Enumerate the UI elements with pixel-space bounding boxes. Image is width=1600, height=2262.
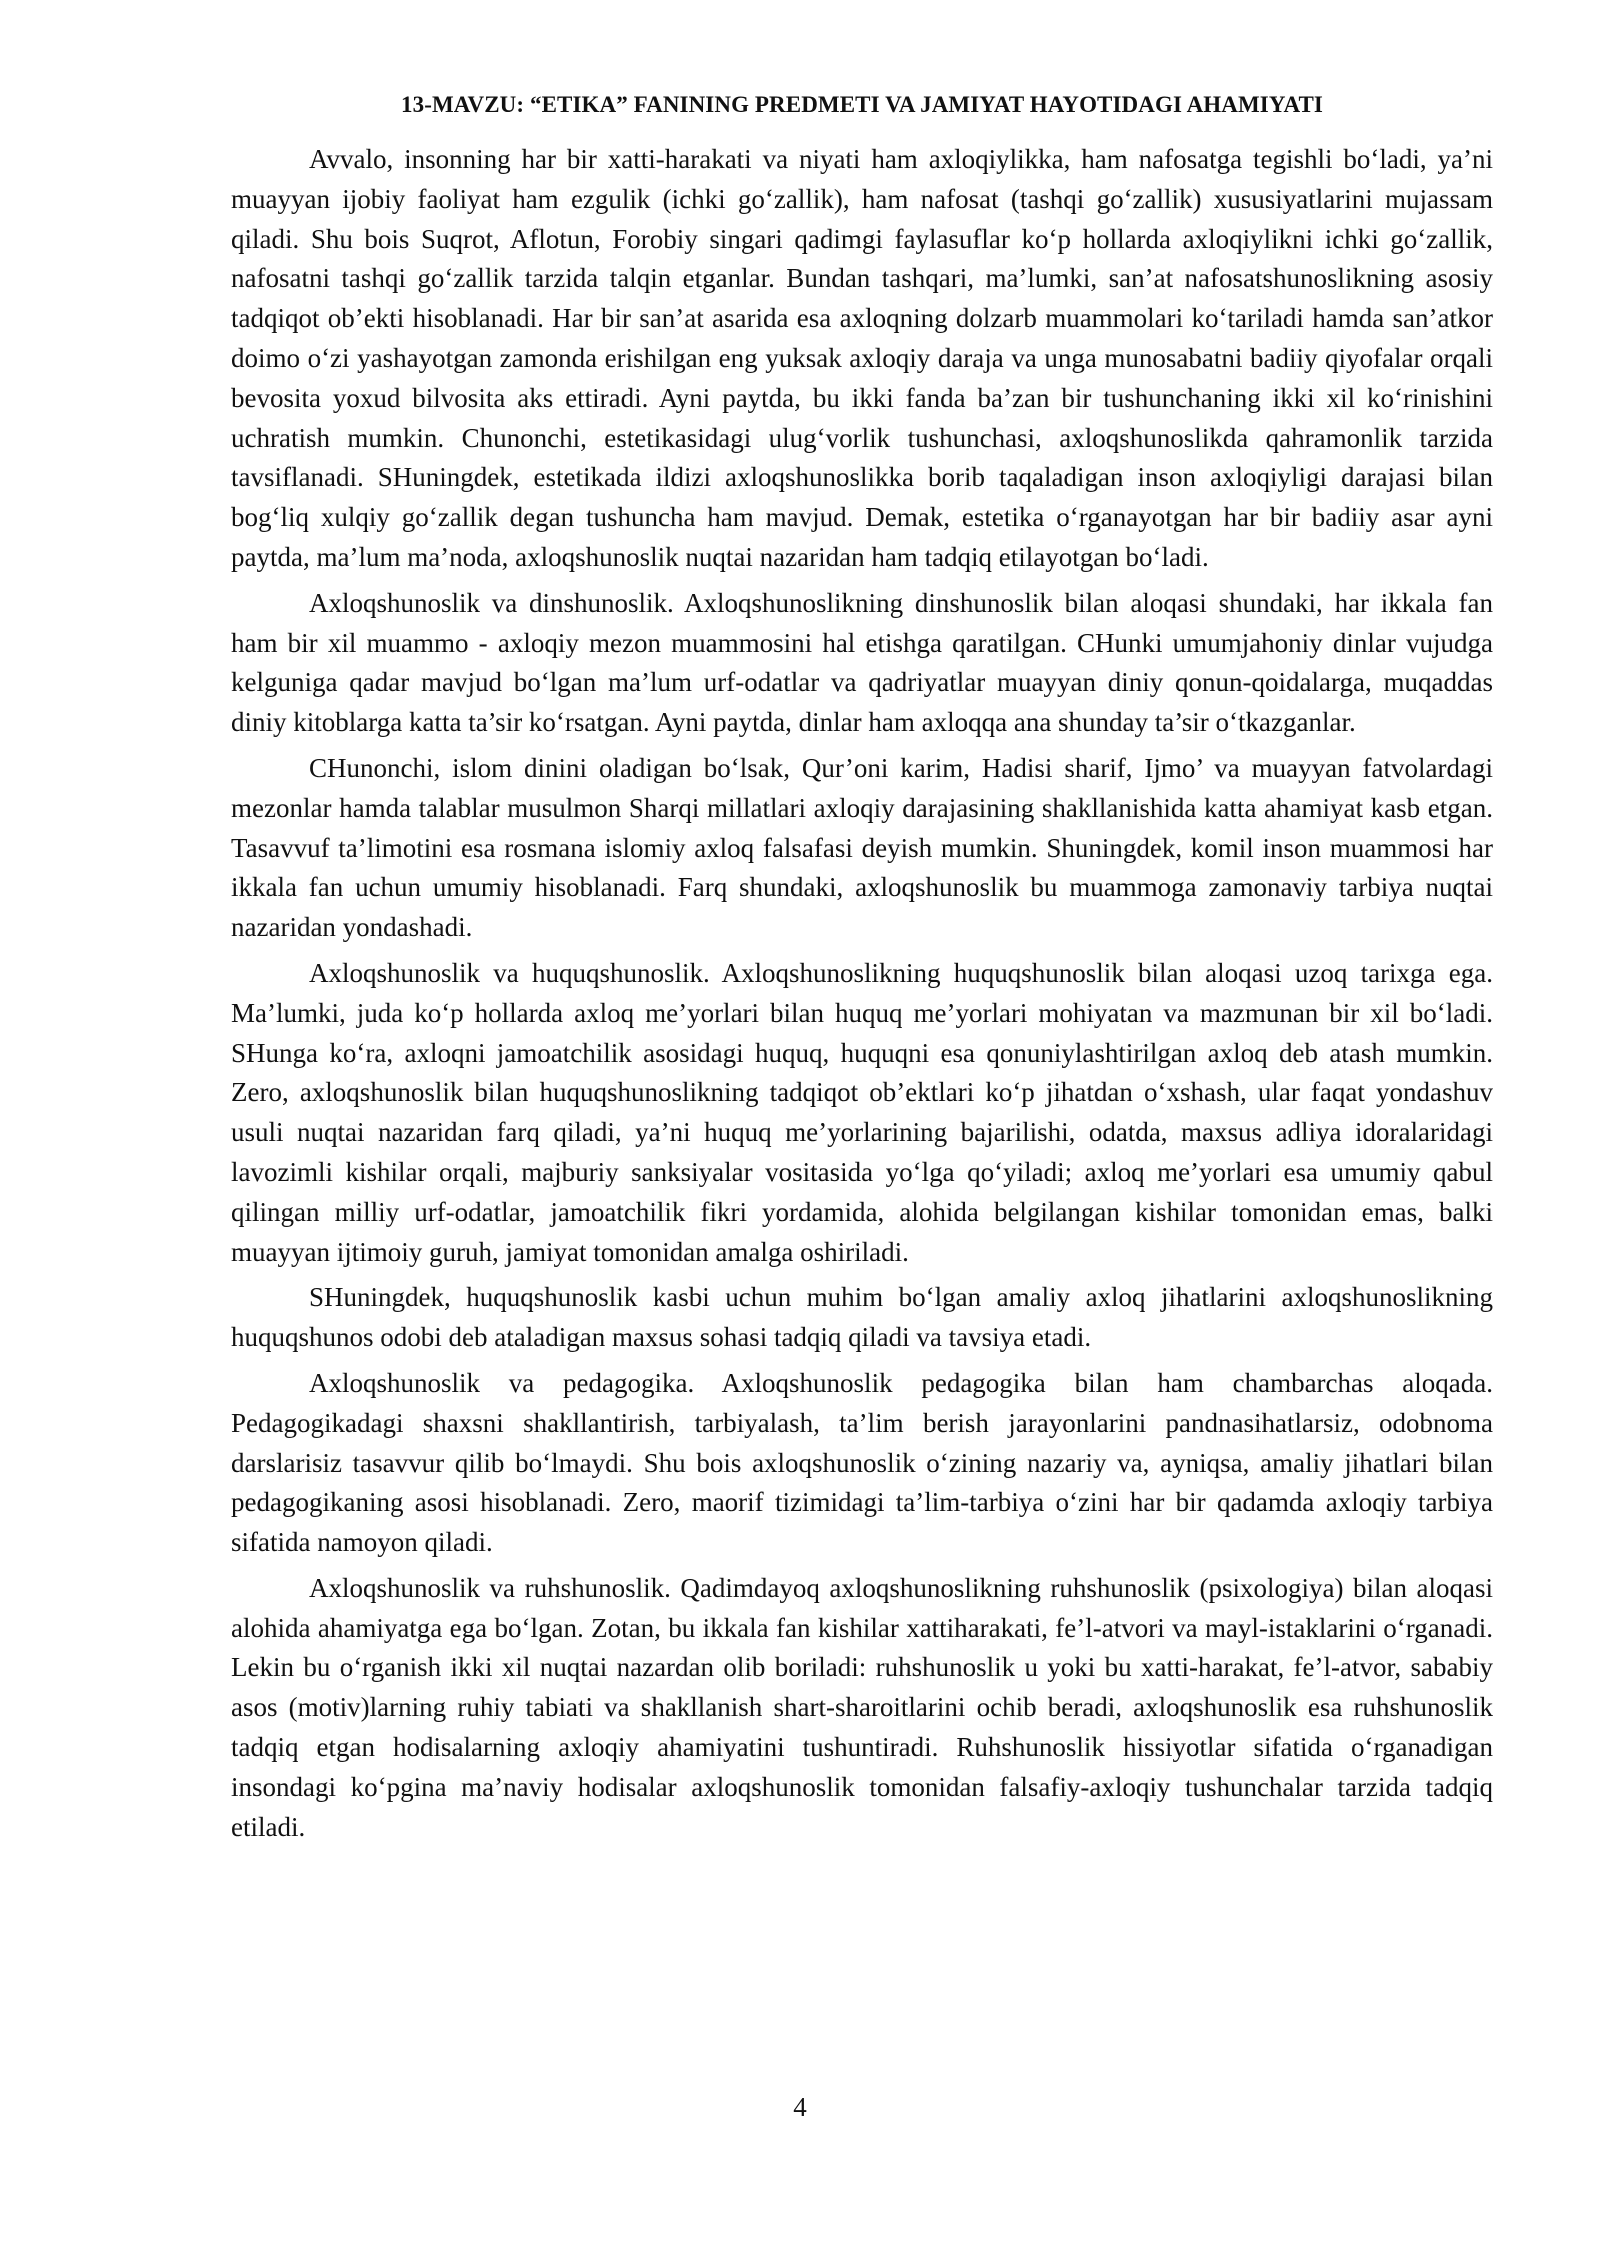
paragraph-religion-studies: Axloqshunoslik va dinshunoslik. Axloqshunoslikning dinshunoslik bilan aloqasi shundaki, har ikkala fan ham bir xil muammo - axloqiy mezon muammosini hal etishga qaratilgan. CHunki umumjahoniy dinlar vujudga kelguniga qadar mavjud bo‘lgan ma’lum urf-odatlar va qadriyatlar muayyan diniy qonun-qoidalarga, muqaddas diniy kitoblarga katta ta’sir ko‘rsatgan. Ayni paytda, dinlar ham axloqqa ana shunday ta’sir o‘tkazganlar. bbox=[231, 587, 1493, 738]
paragraph-psychology: Axloqshunoslik va ruhshunoslik. Qadimdayoq axloqshunoslikning ruhshunoslik (psixologiya) bilan aloqasi alohida ahamiyatga ega bo‘lgan. Zotan, bu ikkala fan kishilar xattiharakati, fe’l-atvori va mayl-istaklarini o‘rganadi. Lekin bu o‘rganish ikki xil nuqtai nazardan olib boriladi: ruhshunoslik u yoki bu xatti-harakat, fe’l-atvor, sababiy asos (motiv)larning ruhiy tabiati va shakllanish shart-sharoitlarini ochib beradi, axloqshunoslik esa ruhshunoslik tadqiq etgan hodisalarning axloqiy ahamiyatini tushuntiradi. Ruhshunoslik hissiyotlar sifatida o‘rganadigan insondagi ko‘pgina ma’naviy hodisalar axloqshunoslik tomonidan falsafiy-axloqiy tushunchalar tarzida tadqiq etiladi. bbox=[231, 1572, 1493, 1842]
paragraph-islam: CHunonchi, islom dinini oladigan bo‘lsak, Qur’oni karim, Hadisi sharif, Ijmo’ va muayyan fatvolardagi mezonlar hamda talablar musulmon Sharqi millatlari axloqiy darajasining shakllanishida katta ahamiyat kasb etgan. Tasavvuf ta’limotini esa rosmana islomiy axloq falsafasi deyish mumkin. Shuningdek, komil inson muammosi har ikkala fan uchun umumiy hisoblanadi. Farq shundaki, axloqshunoslik bu muammoga zamonaviy tarbiya nuqtai nazaridan yondashadi. bbox=[231, 752, 1493, 943]
page-number: 4 bbox=[793, 2092, 807, 2122]
paragraph-pedagogy: Axloqshunoslik va pedagogika. Axloqshunoslik pedagogika bilan ham chambarchas aloqada. Pedagogikadagi shaxsni shakllantirish, tarbiyalash, ta’lim berish jarayonlarini pandnasihatlarsiz, odobnoma darslarisiz tasavvur qilib bo‘lmaydi. Shu bois axloqshunoslik o‘zining nazariy va, ayniqsa, amaliy jihatlari bilan pedagogikaning asosi hisoblanadi. Zero, maorif tizimidagi ta’lim-tarbiya o‘zini har bir qadamda axloqiy tarbiya sifatida namoyon qiladi. bbox=[231, 1367, 1493, 1558]
paragraph-law: Axloqshunoslik va huquqshunoslik. Axloqshunoslikning huquqshunoslik bilan aloqasi uzoq tarixga ega. Ma’lumki, juda ko‘p hollarda axloq me’yorlari bilan huquq me’yorlari mohiyatan va mazmunan bir xil bo‘ladi. SHunga ko‘ra, axloqni jamoatchilik asosidagi huquq, huquqni esa qonuniylashtirilgan axloq deb atash mumkin. Zero, axloqshunoslik bilan huquqshunoslikning tadqiqot ob’ektlari ko‘p jihatdan o‘xshash, ular faqat yondashuv usuli nuqtai nazaridan farq qiladi, ya’ni huquq me’yorlarining bajarilishi, odatda, maxsus adliya idoralaridagi lavozimli kishilar orqali, majburiy sanksiyalar vositasida yo‘lga qo‘yiladi; axloq me’yorlari esa umumiy qabul qilingan milliy urf-odatlar, jamoatchilik fikri yordamida, alohida belgilangan kishilar tomonidan emas, balki muayyan ijtimoiy guruh, jamiyat tomonidan amalga oshiriladi. bbox=[231, 957, 1493, 1267]
document-page bbox=[231, 92, 1493, 1853]
paragraph-aesthetics: Avvalo, insonning har bir xatti-harakati va niyati ham axloqiylikka, ham nafosatga tegishli bo‘ladi, ya’ni muayyan ijobiy faoliyat ham ezgulik (ichki go‘zallik), ham nafosat (tashqi go‘zallik) xususiyatlarini mujassam qiladi. Shu bois Suqrot, Aflotun, Forobiy singari qadimgi faylasuflar ko‘p hollarda axloqiylikni ichki go‘zallik, nafosatni tashqi go‘zallik tarzida talqin etganlar. Bundan tashqari, ma’lumki, san’at nafosatshunoslikning asosiy tadqiqot ob’ekti hisoblanadi. Har bir san’at asarida esa axloqning dolzarb muammolari ko‘tariladi hamda san’atkor doimo o‘zi yashayotgan zamonda erishilgan eng yuksak axloqiy daraja va unga munosabatni badiiy qiyofalar orqali bevosita yoxud bilvosita aks ettiradi. Ayni paytda, bu ikki fanda ba’zan bir tushunchaning ikki xil ko‘rinishini uchratish mumkin. Chunonchi, estetikasidagi ulug‘vorlik tushunchasi, axloqshunoslikda qahramonlik tarzida tavsiflanadi. SHuningdek, estetikada ildizi axloqshunoslikka borib taqaladigan inson axloqiyligi darajasi bilan bog‘liq xulqiy go‘zallik degan tushuncha ham mavjud. Demak, estetika o‘rganayotgan har bir badiiy asar ayni paytda, ma’lum ma’noda, axloqshunoslik nuqtai nazaridan ham tadqiq etilayotgan bo‘ladi. bbox=[231, 144, 1493, 572]
paragraph-legal-ethics: SHuningdek, huquqshunoslik kasbi uchun muhim bo‘lgan amaliy axloq jihatlarini axloqshunoslikning huquqshunos odobi deb ataladigan maxsus sohasi tadqiq qiladi va tavsiya etadi. bbox=[231, 1282, 1493, 1353]
page-title: 13-MAVZU: “ETIKA” FANINING PREDMETI VA JAMIYAT HAYOTIDAGI AHAMIYATI bbox=[401, 92, 1323, 117]
